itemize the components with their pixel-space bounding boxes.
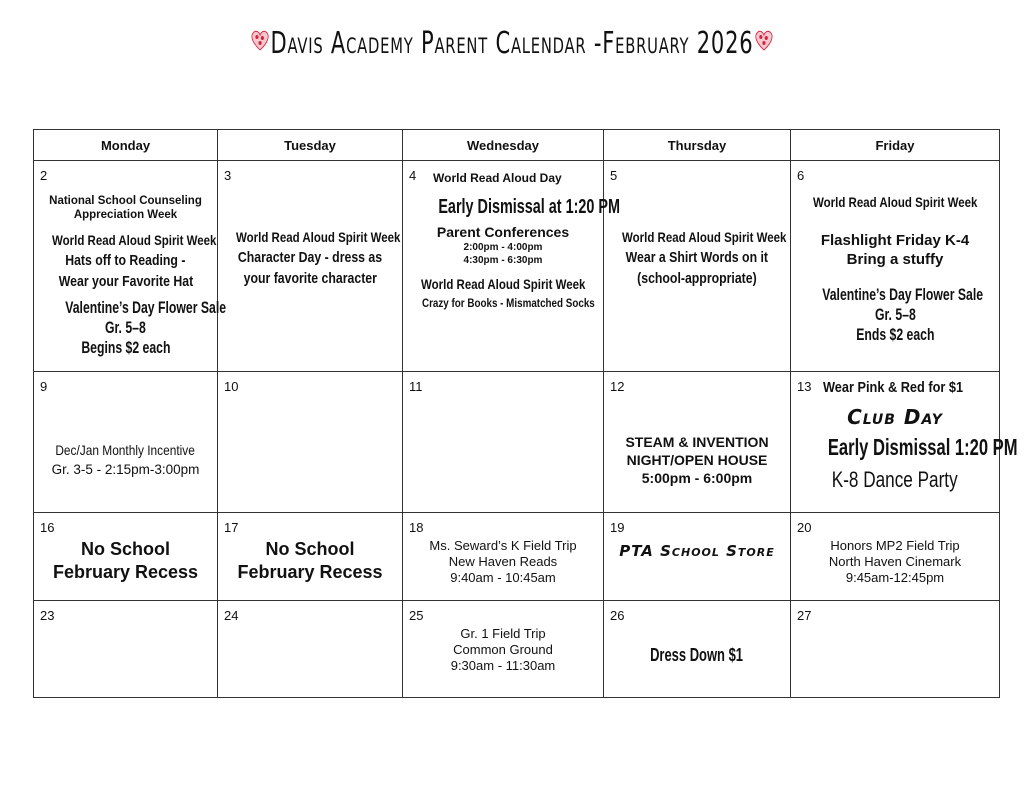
event-text: Hats off to Reading -: [65, 252, 186, 269]
page-title: Davis Academy Parent Calendar -February 2026: [113, 26, 912, 61]
day-number: 9: [40, 379, 48, 394]
event-text: Valentine’s Day Flower Sale: [65, 298, 227, 317]
week-row: [34, 513, 1000, 601]
event-text: 9:30am - 11:30am: [450, 658, 556, 673]
day-number: 18: [409, 520, 424, 535]
week-row: [34, 161, 1000, 372]
day-cell: [604, 601, 791, 698]
day-cell: [791, 513, 1000, 601]
event-text: your favorite character: [243, 270, 377, 287]
event-text: Common Ground: [453, 642, 553, 657]
event-text: 5:00pm - 6:00pm: [641, 470, 753, 486]
event-text: Dec/Jan Monthly Incentive: [55, 442, 196, 458]
event-text: Wear your Favorite Hat: [58, 273, 193, 290]
event-text: No School: [265, 539, 355, 559]
day-cell: [218, 513, 403, 601]
event-text: STEAM & INVENTION: [625, 434, 769, 450]
event-text: (school-appropriate): [637, 270, 757, 287]
event-text: World Read Aloud Spirit Week: [236, 229, 401, 245]
day-cell: [34, 372, 218, 513]
day-number: 13: [797, 379, 812, 394]
header-thursday: Thursday: [604, 130, 791, 161]
day-number: 27: [797, 608, 812, 623]
day-cell: [791, 601, 1000, 698]
event-text: Flashlight Friday K-4: [820, 232, 970, 249]
week-row: [34, 372, 1000, 513]
event-text: World Read Aloud Spirit Week: [812, 194, 978, 210]
event-text: World Read Aloud Spirit Week: [622, 229, 787, 245]
day-number: 5: [610, 168, 618, 183]
day-cell: [218, 601, 403, 698]
event-text: Wear Pink & Red for $1: [823, 379, 964, 396]
header-wednesday: Wednesday: [403, 130, 604, 161]
event-text: Gr. 3-5 - 2:15pm-3:00pm: [51, 462, 200, 477]
day-cell: [218, 161, 403, 372]
event-text: Dress Down $1: [650, 645, 744, 665]
event-text: Crazy for Books - Mismatched Socks: [421, 296, 595, 310]
event-text: 9:40am - 10:45am: [450, 570, 556, 585]
day-cell: [604, 161, 791, 372]
day-cell: [34, 161, 227, 372]
day-cell: [791, 161, 1000, 372]
event-text: K-8 Dance Party: [832, 467, 958, 492]
day-number: 20: [797, 520, 812, 535]
header-friday: Friday: [791, 130, 1000, 161]
event-text: Bring a stuffy: [846, 251, 944, 268]
event-text: North Haven Cinemark: [828, 554, 962, 569]
event-text: Appreciation Week: [73, 209, 178, 221]
day-cell: [403, 513, 604, 601]
event-text: Gr. 1 Field Trip: [460, 626, 546, 641]
event-text: NIGHT/OPEN HOUSE: [626, 452, 768, 468]
event-text: 2:00pm - 4:00pm: [463, 242, 543, 253]
event-text: Honors MP2 Field Trip: [830, 538, 960, 553]
day-number: 19: [610, 520, 625, 535]
day-number: 2: [40, 168, 48, 183]
day-number: 11: [409, 379, 423, 394]
event-text: Gr. 5–8: [874, 305, 916, 324]
heart-icon: [753, 28, 773, 52]
day-cell: [604, 372, 791, 513]
day-number: 16: [40, 520, 55, 535]
event-text: Ms. Seward’s K Field Trip: [429, 538, 577, 553]
event-text: February Recess: [52, 562, 199, 582]
day-cell: [403, 372, 604, 513]
day-number: 10: [224, 379, 239, 394]
event-text: Wear a Shirt Words on it: [625, 249, 769, 266]
day-number: 26: [610, 608, 625, 623]
day-cell: [218, 372, 403, 513]
event-text: Early Dismissal at 1:20 PM: [438, 196, 621, 218]
event-text: Begins $2 each: [80, 338, 171, 357]
day-number: 4: [409, 168, 417, 183]
event-text: Valentine’s Day Flower Sale: [822, 285, 984, 304]
event-text: Early Dismissal 1:20 PM: [827, 434, 1018, 460]
header-row: [34, 130, 1000, 161]
week-row: [34, 601, 1000, 698]
day-cell: [34, 513, 218, 601]
event-text: World Read Aloud Day: [433, 171, 562, 185]
event-text: Parent Conferences: [436, 224, 570, 240]
day-cell: [403, 601, 604, 698]
event-text: World Read Aloud Spirit Week: [52, 232, 217, 248]
day-number: 25: [409, 608, 424, 623]
day-cell: [34, 601, 218, 698]
header-monday: Monday: [34, 130, 218, 161]
event-text: February Recess: [237, 562, 383, 582]
event-text: Club Day: [847, 405, 943, 429]
day-number: 12: [610, 379, 625, 394]
day-number: 23: [40, 608, 55, 623]
event-text: 9:45am-12:45pm: [845, 570, 945, 585]
calendar-table: [33, 129, 1018, 698]
day-number: 17: [224, 520, 239, 535]
event-text: World Read Aloud Spirit Week: [421, 276, 586, 292]
day-number: 3: [224, 168, 232, 183]
event-text: Ends $2 each: [855, 325, 935, 344]
day-cell: [403, 161, 621, 372]
event-text: New Haven Reads: [448, 554, 558, 569]
day-number: 24: [224, 608, 239, 623]
event-text: Gr. 5–8: [105, 318, 146, 337]
day-cell: [604, 513, 791, 601]
event-text: National School Counseling: [49, 195, 202, 207]
event-text: Character Day - dress as: [237, 249, 383, 266]
event-text: No School: [81, 539, 170, 559]
event-text: 4:30pm - 6:30pm: [463, 255, 543, 266]
event-text: PTA School Store: [619, 542, 775, 560]
day-cell: [791, 372, 1018, 513]
day-number: 6: [797, 168, 805, 183]
header-tuesday: Tuesday: [218, 130, 403, 161]
heart-icon: [250, 28, 270, 52]
